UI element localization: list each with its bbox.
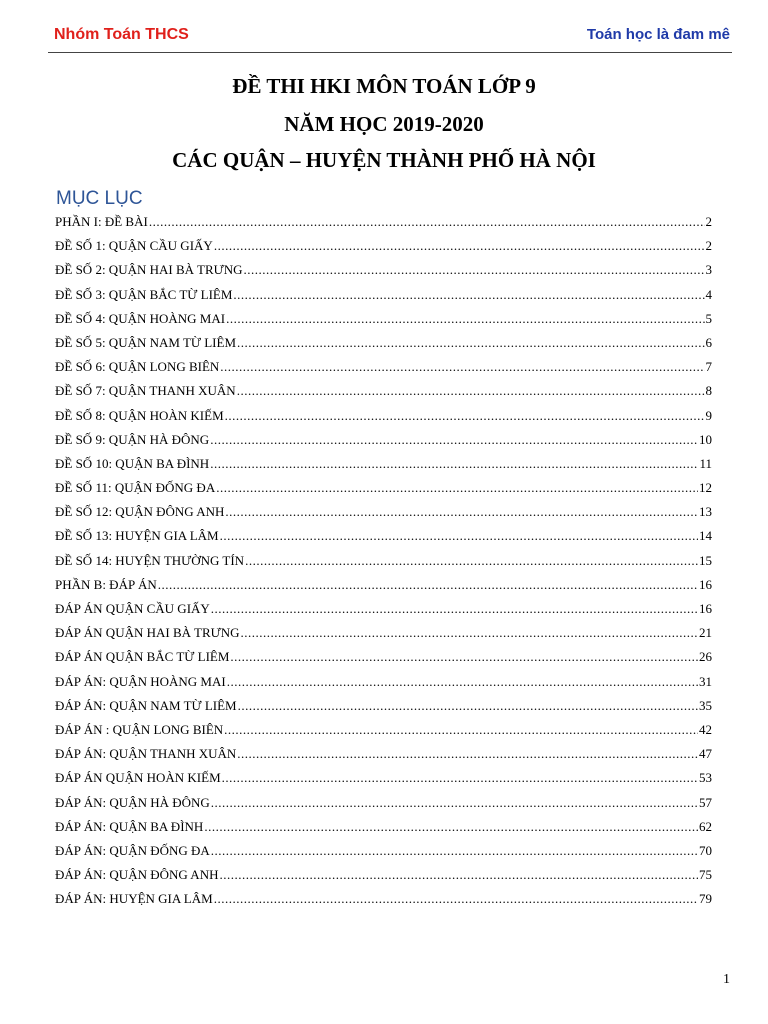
toc-dot-leader [222, 766, 698, 790]
toc-entry-label[interactable]: ĐÁP ÁN QUẬN CẦU GIẤY [55, 601, 210, 616]
toc-entry[interactable] [55, 863, 712, 887]
toc-dot-leader [210, 428, 698, 452]
toc-dot-leader [149, 210, 705, 234]
toc-entry-page[interactable]: 2 [705, 238, 712, 254]
toc-entry-page[interactable]: 8 [705, 383, 712, 399]
title-line-3: CÁC QUẬN – HUYỆN THÀNH PHỐ HÀ NỘI [172, 148, 596, 172]
toc-entry-page[interactable]: 5 [705, 310, 712, 326]
toc-entry[interactable] [55, 815, 712, 839]
toc-entry-label[interactable]: ĐÁP ÁN QUẬN HAI BÀ TRƯNG [55, 625, 240, 641]
toc-entry-label[interactable]: ĐÁP ÁN: QUẬN THANH XUÂN [55, 746, 237, 762]
toc-entry-page[interactable]: 2 [705, 214, 712, 229]
toc-entry-page[interactable]: 31 [699, 673, 712, 689]
toc-dot-leader [227, 670, 698, 694]
toc-dot-leader [220, 524, 698, 548]
title-line-1: ĐỀ THI HKI MÔN TOÁN LỚP 9 [232, 74, 536, 98]
toc-entry[interactable] [55, 718, 712, 742]
toc-entry[interactable] [55, 210, 712, 234]
toc-entry[interactable] [55, 645, 712, 669]
toc-entry[interactable] [55, 791, 712, 815]
toc-entry-page[interactable]: 6 [705, 334, 712, 350]
toc-dot-leader [214, 887, 698, 911]
toc-dot-leader [211, 791, 698, 815]
toc-entry[interactable] [55, 452, 712, 476]
toc-dot-leader [216, 476, 698, 500]
toc-entry[interactable] [55, 379, 712, 403]
toc-entry-page[interactable]: 4 [705, 286, 712, 302]
toc-dot-leader [241, 621, 698, 645]
toc-dot-leader [244, 258, 705, 282]
toc-entry-page[interactable]: 57 [699, 794, 712, 810]
toc-dot-leader [237, 331, 704, 355]
toc-entry-label[interactable]: ĐỀ SỐ 2: QUẬN HAI BÀ TRƯNG [55, 262, 243, 278]
toc-entry-page[interactable]: 12 [699, 480, 712, 496]
toc-entry[interactable] [55, 621, 712, 645]
toc-entry-label[interactable]: ĐÁP ÁN: QUẬN ĐÔNG ANH [55, 867, 219, 883]
toc-entry-label[interactable]: ĐÁP ÁN: QUẬN ĐỐNG ĐA [55, 842, 210, 858]
page-number: 1 [723, 972, 730, 987]
toc-entry-page[interactable]: 11 [699, 455, 712, 471]
toc-entry-label[interactable]: ĐỀ SỐ 9: QUẬN HÀ ĐÔNG [55, 431, 210, 447]
toc-dot-leader [230, 645, 698, 669]
toc-entry[interactable] [55, 283, 712, 307]
toc-entry-page[interactable]: 70 [699, 842, 712, 858]
toc-dot-leader [220, 355, 704, 379]
toc-entry-label[interactable]: ĐÁP ÁN QUẬN BẮC TỪ LIÊM [55, 649, 230, 665]
toc-entry-label[interactable]: ĐỀ SỐ 7: QUẬN THANH XUÂN [55, 383, 236, 399]
toc-heading: MỤC LỤC [56, 188, 143, 209]
header-left-text: Nhóm Toán THCS [54, 26, 189, 43]
toc-dot-leader [233, 283, 704, 307]
toc-dot-leader [158, 573, 698, 597]
toc-entry[interactable] [55, 549, 712, 573]
toc-entry-page[interactable]: 53 [699, 770, 712, 786]
toc-entry[interactable] [55, 258, 712, 282]
toc-entry-label[interactable]: ĐÁP ÁN: HUYỆN GIA LÂM [55, 891, 213, 907]
toc-entry[interactable] [55, 670, 712, 694]
toc-entry-label[interactable]: ĐỀ SỐ 6: QUẬN LONG BIÊN [55, 359, 220, 375]
toc-entry-page[interactable]: 75 [699, 867, 712, 883]
toc-entry-label[interactable]: ĐÁP ÁN: QUẬN HOÀNG MAI [55, 673, 226, 689]
toc-dot-leader [245, 549, 698, 573]
toc-dot-leader [225, 500, 698, 524]
toc-dot-leader [211, 597, 698, 621]
toc-dot-leader [237, 379, 705, 403]
toc-entry[interactable] [55, 404, 712, 428]
toc-entry-label[interactable]: ĐỀ SỐ 14: HUYỆN THƯỜNG TÍN [55, 552, 245, 568]
toc-entry[interactable] [55, 355, 712, 379]
toc-entry-page[interactable]: 15 [699, 552, 712, 568]
toc-entry-label[interactable]: ĐỀ SỐ 3: QUẬN BẮC TỪ LIÊM [55, 286, 233, 302]
toc-entry[interactable] [55, 524, 712, 548]
toc-entry-label[interactable]: ĐÁP ÁN QUẬN HOÀN KIẾM [55, 770, 221, 786]
toc-entry[interactable] [55, 307, 712, 331]
toc-entry-page[interactable]: 10 [699, 431, 712, 447]
toc-entry-label[interactable]: PHẦN I: ĐỀ BÀI [55, 214, 148, 229]
toc-dot-leader [226, 307, 704, 331]
toc-entry[interactable] [55, 887, 712, 911]
toc-entry[interactable] [55, 742, 712, 766]
toc-dot-leader [225, 404, 705, 428]
table-of-contents [55, 210, 712, 911]
toc-entry[interactable] [55, 766, 712, 790]
toc-entry-page[interactable]: 62 [699, 818, 712, 834]
toc-entry-page[interactable]: 16 [699, 576, 712, 592]
toc-entry-page[interactable]: 21 [699, 625, 712, 641]
toc-entry-label[interactable]: ĐỀ SỐ 8: QUẬN HOÀN KIẾM [55, 407, 224, 423]
toc-entry[interactable] [55, 234, 712, 258]
toc-entry-page[interactable]: 47 [699, 746, 712, 762]
toc-entry-page[interactable]: 16 [699, 601, 712, 616]
toc-entry-label[interactable]: ĐỀ SỐ 12: QUẬN ĐÔNG ANH [55, 504, 225, 520]
toc-entry[interactable] [55, 839, 712, 863]
toc-entry-page[interactable]: 7 [705, 359, 712, 375]
toc-entry-page[interactable]: 79 [699, 891, 712, 907]
toc-entry-label[interactable]: ĐỀ SỐ 11: QUẬN ĐỐNG ĐA [55, 480, 216, 496]
toc-entry-page[interactable]: 26 [699, 649, 712, 665]
title-line-2: NĂM HỌC 2019-2020 [284, 112, 484, 136]
toc-dot-leader [237, 742, 698, 766]
toc-entry-page[interactable]: 13 [699, 504, 712, 520]
toc-entry[interactable] [55, 428, 712, 452]
toc-entry[interactable] [55, 694, 712, 718]
toc-entry-page[interactable]: 35 [699, 697, 712, 713]
toc-entry[interactable] [55, 573, 712, 597]
toc-entry-page[interactable]: 42 [699, 721, 712, 737]
toc-entry-label[interactable]: ĐÁP ÁN : QUẬN LONG BIÊN [55, 721, 224, 737]
toc-entry-page[interactable]: 3 [705, 262, 712, 278]
toc-dot-leader [224, 718, 698, 742]
header-right-text: Toán học là đam mê [586, 26, 730, 43]
toc-dot-leader [238, 694, 698, 718]
toc-entry[interactable] [55, 331, 712, 355]
toc-dot-leader [211, 839, 698, 863]
toc-entry-label[interactable]: ĐỀ SỐ 10: QUẬN BA ĐÌNH [55, 455, 210, 471]
toc-dot-leader [204, 815, 698, 839]
toc-entry[interactable] [55, 500, 712, 524]
toc-entry-label[interactable]: PHẦN B: ĐÁP ÁN [55, 576, 157, 592]
toc-entry-label[interactable]: ĐÁP ÁN: QUẬN NAM TỪ LIÊM [55, 697, 237, 713]
toc-dot-leader [214, 234, 705, 258]
toc-entry[interactable] [55, 597, 712, 621]
toc-entry-label[interactable]: ĐỀ SỐ 1: QUẬN CẦU GIẤY [55, 238, 213, 254]
toc-entry-page[interactable]: 14 [699, 528, 712, 544]
toc-entry-label[interactable]: ĐÁP ÁN: QUẬN HÀ ĐÔNG [55, 794, 210, 810]
toc-dot-leader [219, 863, 698, 887]
toc-entry-label[interactable]: ĐỀ SỐ 5: QUẬN NAM TỪ LIÊM [55, 334, 237, 350]
toc-entry-label[interactable]: ĐỀ SỐ 4: QUẬN HOÀNG MAI [55, 310, 226, 326]
page-header [48, 22, 732, 53]
toc-entry-page[interactable]: 9 [705, 407, 712, 423]
toc-entry[interactable] [55, 476, 712, 500]
toc-entry-label[interactable]: ĐÁP ÁN: QUẬN BA ĐÌNH [55, 818, 204, 834]
toc-entry-label[interactable]: ĐỀ SỐ 13: HUYỆN GIA LÂM [55, 528, 219, 544]
toc-dot-leader [210, 452, 698, 476]
